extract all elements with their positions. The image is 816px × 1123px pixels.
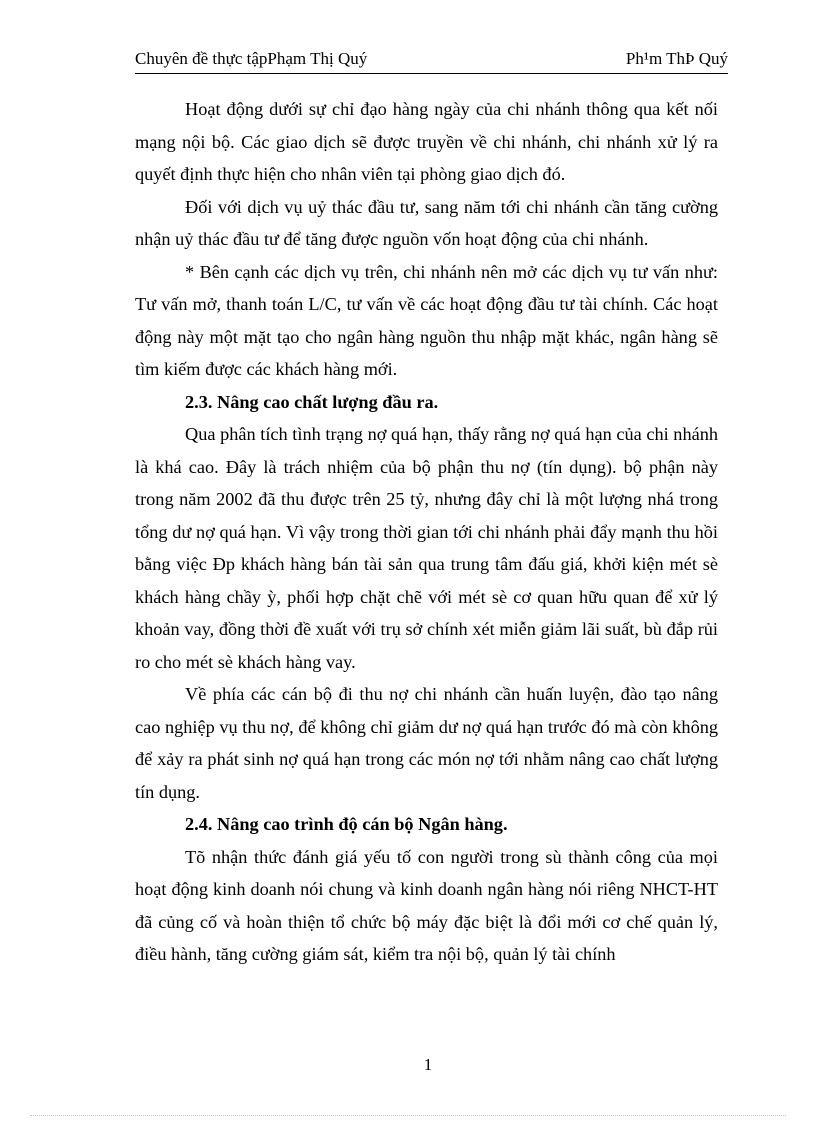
header-right-author: Ph¹m ThÞ Quý [625,49,728,68]
paragraph-6: Tõ nhận thức đánh giá yếu tố con người trong sù thành công của mọi hoạt động kinh doanh nói chung và kinh doanh ngân hàng nói riêng NHCT-HT đã củng cố và hoàn thiện tổ chức bộ máy đặc biệt là đổi mới cơ chế quản lý, điều hành, tăng cường giám sát, kiểm tra nội bộ, quản lý tài chính [135,846,718,964]
page-number: 1 [423,1055,433,1074]
section-heading-2-3: 2.3. Nâng cao chất lượng đầu ra. [185,391,439,412]
paragraph-3: * Bên cạnh các dịch vụ trên, chi nhánh nên mở các dịch vụ tư vấn như: Tư vấn mở, thanh toán L/C, tư vấn về các hoạt động đầu tư tài chính. Các hoạt động này một mặt tạo cho ngân hàng nguồn thu nhập mặt khác, ngân hàng sẽ tìm kiếm được các khách hàng mới. [135,261,718,379]
paragraph-2: Đối với dịch vụ uỷ thác đầu tư, sang năm tới chi nhánh cần tăng cường nhận uỷ thác đầu tư để tăng được nguồn vốn hoạt động của chi nhánh. [135,196,718,249]
header-divider [135,73,728,74]
page-bottom-border [30,1115,786,1116]
paragraph-1: Hoạt động dưới sự chỉ đạo hàng ngày của chi nhánh thông qua kết nối mạng nội bộ. Các giao dịch sẽ được truyền về chi nhánh, chi nhánh xử lý ra quyết định thực hiện cho nhân viên tại phòng giao dịch đó. [135,99,718,184]
paragraph-5: Về phía các cán bộ đi thu nợ chi nhánh cần huấn luyện, đào tạo nâng cao nghiệp vụ thu nợ, để không chỉ giảm dư nợ quá hạn trước đó mà còn không để xảy ra phát sinh nợ quá hạn trong các món nợ tới nhằm nâng cao chất lượng tín dụng. [135,684,718,802]
document-body [135,93,718,971]
header-left-title: Chuyên đề thực tậpPhạm Thị Quý [135,49,368,68]
section-heading-2-4: 2.4. Nâng cao trình độ cán bộ Ngân hàng. [185,814,508,834]
paragraph-4: Qua phân tích tình trạng nợ quá hạn, thấy rằng nợ quá hạn của chi nhánh là khá cao. Đây là trách nhiệm của bộ phận thu nợ (tín dụng). bộ phận này trong năm 2002 đã thu được trên 25 tỷ, nhưng đây chỉ là một lượng nhá trong tổng dư nợ quá hạn. Vì vậy trong thời gian tới chi nhánh phải đẩy mạnh thu hồi bằng việc Ðp khách hàng bán tài sản qua trung tâm đấu giá, khởi kiện mét sè khách hàng chầy ỳ, phối hợp chặt chẽ với mét sè cơ quan hữu quan để xử lý khoản vay, đồng thời đề xuất với trụ sở chính xét miễn giảm lãi suất, bù đắp rủi ro cho mét sè khách hàng vay. [135,424,718,672]
